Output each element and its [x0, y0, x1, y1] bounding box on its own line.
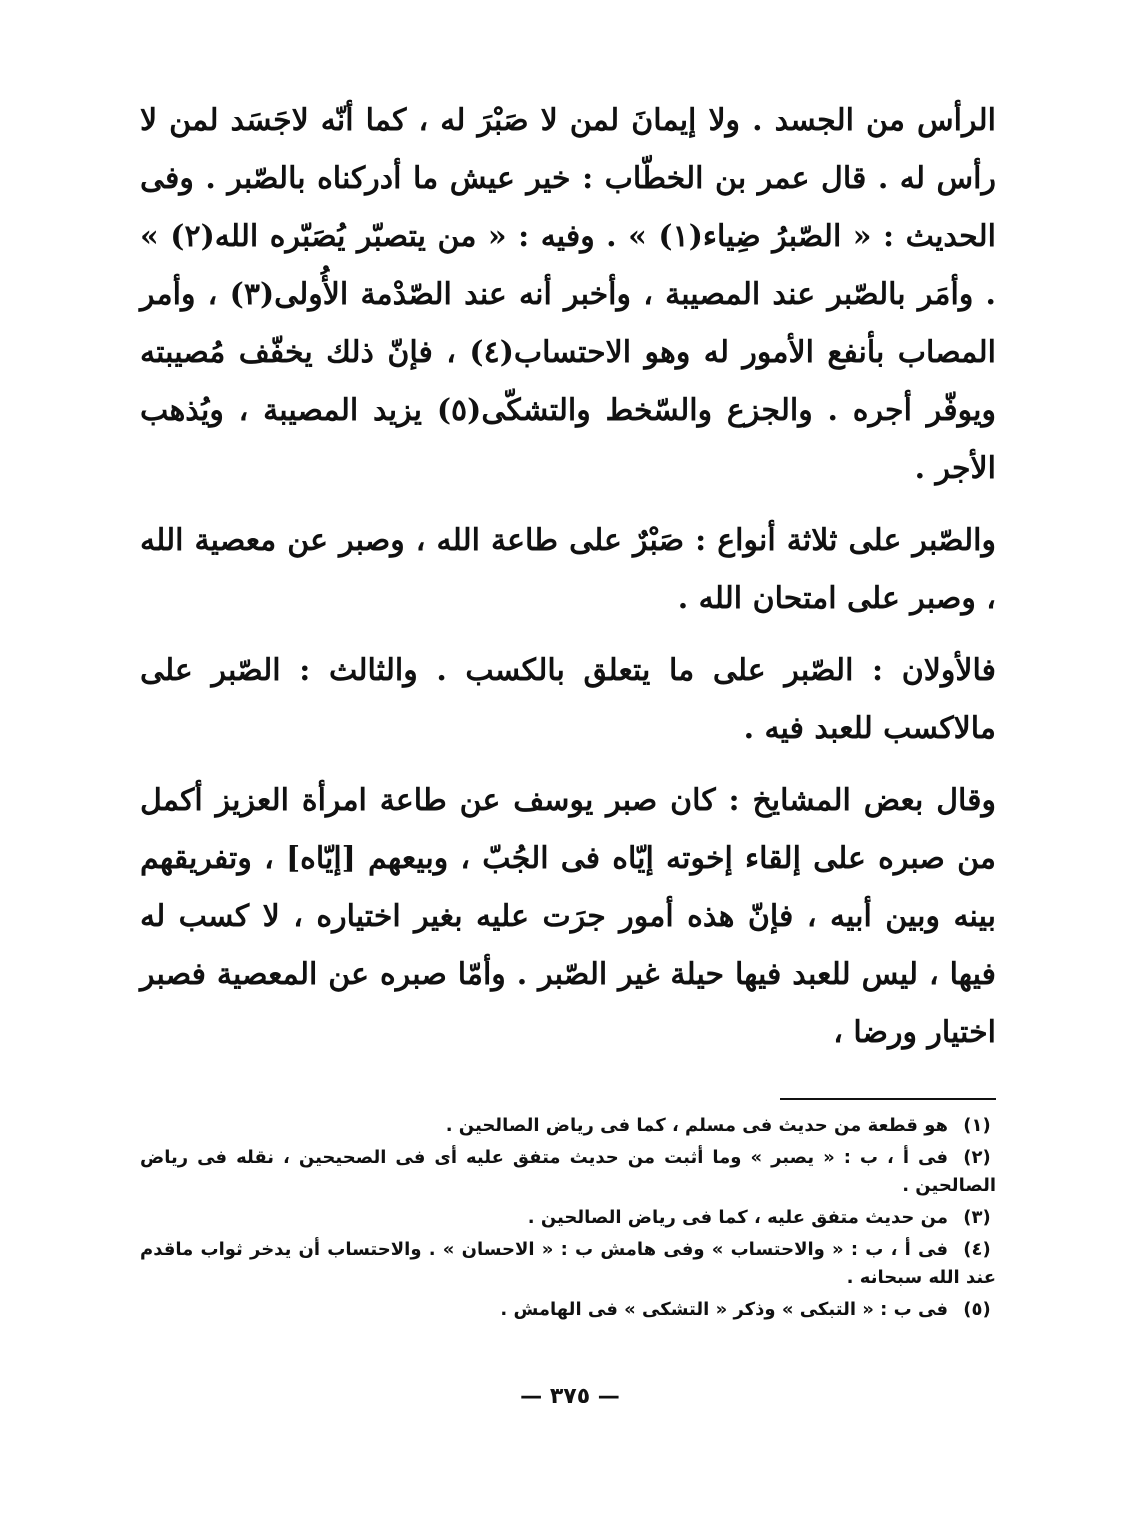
- footnote-4: [140, 1236, 996, 1292]
- footnote-3: [140, 1204, 996, 1232]
- paragraph-1: الرأس من الجسد . ولا إيمانَ لمن لا صَبْرَ له ، كما أنّه لاجَسَد لمن لا رأس له . قال عمر بن الخطّاب : خير عيش ما أدركناه بالصّبر . وفى الحديث : « الصّبرُ ضِياء(١) » . وفيه : « من يتصبّر يُصَبّره الله(٢) » . وأمَر بالصّبر عند المصيبة ، وأخبر أنه عند الصّدْمة الأُولى(٣) ، وأمر المصاب بأنفع الأمور له وهو الاحتساب(٤) ، فإنّ ذلك يخفّف مُصيبته ويوفّر أجره . والجزع والسّخط والتشكّى(٥) يزيد المصيبة ، ويُذهب الأجر .: [140, 103, 997, 486]
- footnote-number: (٥): [963, 1299, 991, 1320]
- main-text: [140, 92, 996, 1062]
- footnote-divider: [780, 1098, 996, 1100]
- paragraph-4: وقال بعض المشايخ : كان صبر يوسف عن طاعة امرأة العزيز أكمل من صبره على إلقاء إخوته إيّاه فى الجُبّ ، وبيعهم [إيّاه] ، وتفريقهم بينه وبين أبيه ، فإنّ هذه أمور جرَت عليه بغير اختياره ، لا كسب له فيها ، ليس للعبد فيها حيلة غير الصّبر . وأمّا صبره عن المعصية فصبر اختيار ورضا ،: [140, 783, 996, 1050]
- footnote-text: فى أ ، ب : « يصبر » وما أثبت من حديث متفق عليه أى فى الصحيحين ، نقله فى رياض الصالحين .: [140, 1147, 996, 1196]
- footnote-text: فى ب : « التبكى » وذكر « التشكى » فى الهامش .: [500, 1299, 948, 1320]
- footnote-text: من حديث متفق عليه ، كما فى رياض الصالحين .: [527, 1207, 948, 1228]
- footnote-number: (٢): [963, 1147, 991, 1168]
- footnote-2: [140, 1144, 996, 1200]
- paragraph-3: فالأولان : الصّبر على ما يتعلق بالكسب . والثالث : الصّبر على مالاكسب للعبد فيه .: [140, 653, 996, 746]
- paragraph-2: والصّبر على ثلاثة أنواع : صَبْرٌ على طاعة الله ، وصبر عن معصية الله ، وصبر على امتحان الله .: [140, 523, 996, 616]
- footnote-5: [140, 1296, 996, 1324]
- footnote-text: هو قطعة من حديث فى مسلم ، كما فى رياض الصالحين .: [445, 1115, 948, 1136]
- footnote-number: (٤): [963, 1239, 991, 1260]
- footnote-number: (٣): [963, 1207, 991, 1228]
- footnotes: [140, 1112, 996, 1328]
- page-number: — ٣٧٥ —: [520, 1384, 620, 1409]
- footnote-number: (١): [963, 1115, 991, 1136]
- footnote-text: فى أ ، ب : « والاحتساب » وفى هامش ب : « الاحسان » . والاحتساب أن يدخر ثواب ماقدم عند الله سبحانه .: [140, 1239, 996, 1288]
- footnote-1: [140, 1112, 996, 1140]
